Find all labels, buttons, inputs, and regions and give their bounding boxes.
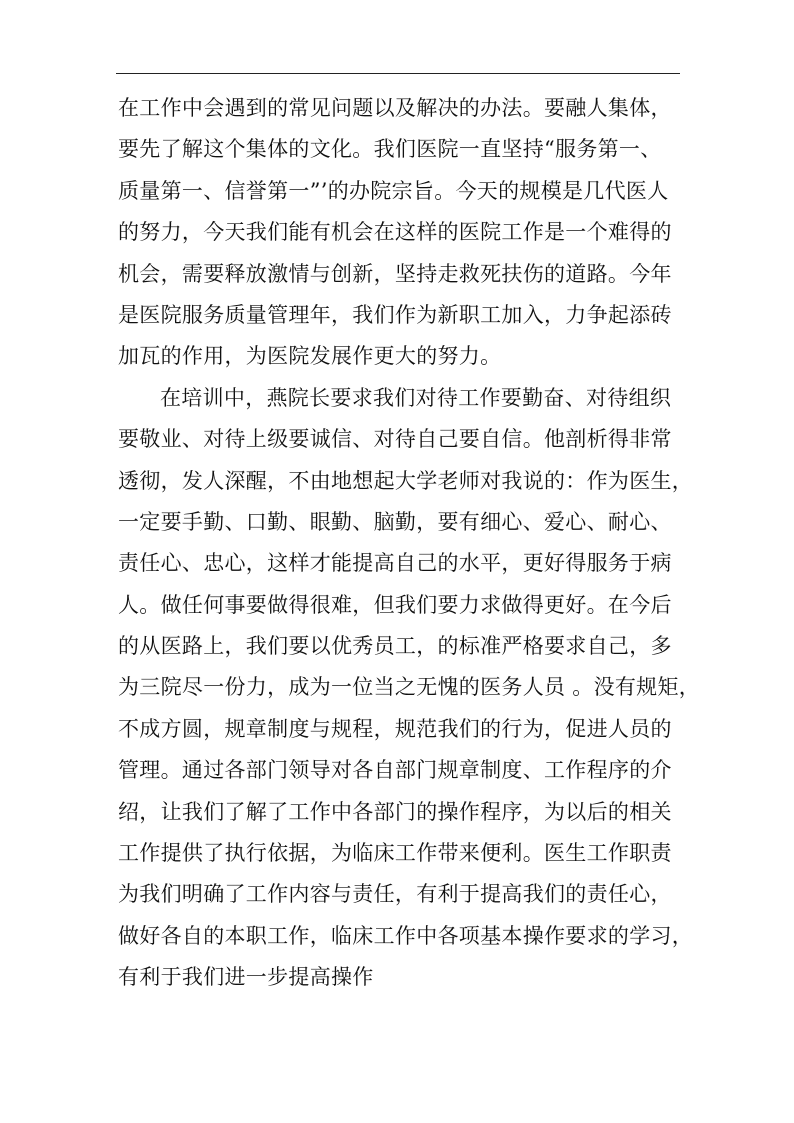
text-line: 透彻，发人深醒，不由地想起大学老师对我说的：作为医生， (118, 468, 694, 493)
text-line: 不成方圆，规章制度与规程，规范我们的行为，促进人员的 (118, 716, 672, 741)
text-line: 为三院尽一份力，成为一位当之无愧的医务人员 。没有规矩， (118, 675, 701, 700)
text-line: 在工作中会遇到的常见问题以及解决的办法。要融人集体， (118, 96, 672, 120)
text-line: 一定要手勤、口勤、眼勤、脑勤，要有细心、爱心、耐心、 (118, 509, 672, 534)
text-line: 为我们明确了工作内容与责任，有利于提高我们的责任心， (118, 882, 672, 907)
text-line: 有利于我们进一步提高操作 (118, 965, 374, 990)
text-line: 是医院服务质量管理年，我们作为新职工加入，力争起添砖 (118, 302, 672, 327)
text-line: 管理。通过各部门领导对各自部门规章制度、工作程序的介 (118, 758, 672, 783)
header-rule (116, 73, 680, 74)
text-line: 质量第一、信誉第一”’的办院宗旨。今天的规模是几代医人 (118, 178, 669, 203)
text-line: 工作提供了执行依据，为临床工作带来便利。医生工作职责 (118, 841, 672, 866)
paragraph-start-line: 在培训中，燕院长要求我们对待工作要勤奋、对待组织 (160, 385, 672, 410)
document-body (118, 88, 701, 999)
text-line: 绍，让我们了解了工作中各部门的操作程序，为以后的相关 (118, 799, 672, 824)
text-line: 的从医路上，我们要以优秀员工，的标准严格要求自己，多 (118, 634, 672, 659)
text-line: 要敬业、对待上级要诚信、对待自己要自信。他剖析得非常 (118, 427, 672, 452)
text-line: 人。做任何事要做得很难，但我们要力求做得更好。在今后 (118, 592, 672, 617)
text-line: 做好各自的本职工作，临床工作中各项基本操作要求的学习， (118, 923, 694, 948)
text-line: 要先了解这个集体的文化。我们医院一直坚持“服务第一、 (118, 137, 662, 162)
text-line: 责任心、忠心，这样才能提高自己的水平，更好得服务于病 (118, 551, 672, 576)
text-line: 加瓦的作用，为医院发展作更大的努力。 (118, 344, 502, 369)
text-line: 机会，需要释放激情与创新，坚持走救死扶伤的道路。今年 (118, 261, 672, 286)
text-line: 的努力，今天我们能有机会在这样的医院工作是一个难得的 (118, 220, 672, 245)
